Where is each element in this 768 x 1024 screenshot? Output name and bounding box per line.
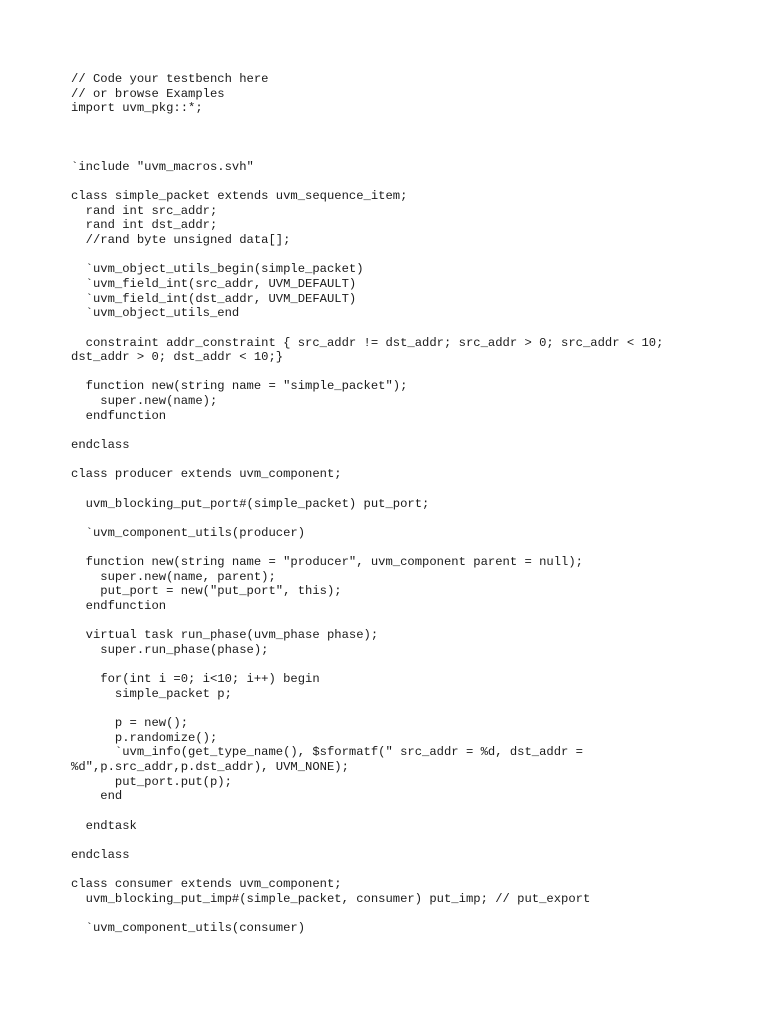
code-line: put_port.put(p); [71, 774, 232, 789]
code-line: endfunction [71, 599, 167, 614]
code-line [71, 145, 751, 160]
code-line [71, 131, 751, 146]
code-line [71, 614, 751, 629]
code-line: // Code your testbench here [71, 72, 269, 86]
code-line: virtual task run_phase(uvm_phase phase); [71, 628, 379, 643]
code-line: `uvm_field_int(dst_addr, UVM_DEFAULT) [71, 291, 357, 306]
code-line: %d",p.src_addr,p.dst_addr), UVM_NONE); [71, 760, 349, 775]
code-line [71, 863, 751, 878]
code-line: import uvm_pkg::*; [71, 101, 203, 116]
code-line: put_port = new("put_port", this); [71, 584, 342, 599]
code-line: `uvm_object_utils_end [71, 306, 240, 321]
code-line: dst_addr > 0; dst_addr < 10;} [71, 350, 284, 365]
code-line [71, 907, 751, 922]
code-line: class producer extends uvm_component; [71, 467, 342, 482]
code-line [71, 321, 751, 336]
code-line: endclass [71, 438, 130, 453]
code-line [71, 482, 751, 497]
code-line: `uvm_component_utils(producer) [71, 525, 306, 540]
code-line: `uvm_field_int(src_addr, UVM_DEFAULT) [71, 276, 357, 291]
code-line: // or browse Examples [71, 86, 225, 101]
code-line: rand int dst_addr; [71, 218, 218, 233]
code-line: super.new(name, parent); [71, 569, 276, 584]
code-line: `include "uvm_macros.svh" [71, 159, 254, 174]
code-line: end [71, 789, 123, 804]
code-line [71, 702, 751, 717]
code-line: p.randomize(); [71, 730, 218, 745]
code-line: for(int i =0; i<10; i++) begin [71, 672, 320, 687]
code-listing [71, 72, 751, 936]
code-line: class simple_packet extends uvm_sequence_item; [71, 189, 408, 204]
code-line: class consumer extends uvm_component; [71, 877, 342, 892]
code-line: `uvm_component_utils(consumer) [71, 921, 306, 936]
code-line [71, 453, 751, 468]
code-line: `uvm_object_utils_begin(simple_packet) [71, 262, 364, 277]
code-line: uvm_blocking_put_imp#(simple_packet, consumer) put_imp; // put_export [71, 891, 591, 906]
code-line [71, 423, 751, 438]
code-line: simple_packet p; [71, 686, 232, 701]
code-line [71, 511, 751, 526]
code-line [71, 248, 751, 263]
code-line: endfunction [71, 408, 167, 423]
code-line [71, 365, 751, 380]
code-line: p = new(); [71, 716, 189, 731]
code-line [71, 833, 751, 848]
code-line: //rand byte unsigned data[]; [71, 233, 291, 248]
code-line: endtask [71, 818, 137, 833]
code-line: constraint addr_constraint { src_addr != dst_addr; src_addr > 0; src_addr < 10; [71, 335, 664, 350]
code-line [71, 658, 751, 673]
code-line: uvm_blocking_put_port#(simple_packet) put_port; [71, 496, 430, 511]
code-line: `uvm_info(get_type_name(), $sformatf(" src_addr = %d, dst_addr = [71, 745, 583, 760]
code-line: super.run_phase(phase); [71, 642, 269, 657]
code-line [71, 541, 751, 556]
code-line [71, 116, 751, 131]
code-line: endclass [71, 847, 130, 862]
code-line: function new(string name = "producer", uvm_component parent = null); [71, 555, 583, 570]
code-line [71, 174, 751, 189]
code-line: super.new(name); [71, 394, 218, 409]
code-line: rand int src_addr; [71, 203, 218, 218]
code-line: function new(string name = "simple_packet"); [71, 379, 408, 394]
code-line [71, 804, 751, 819]
